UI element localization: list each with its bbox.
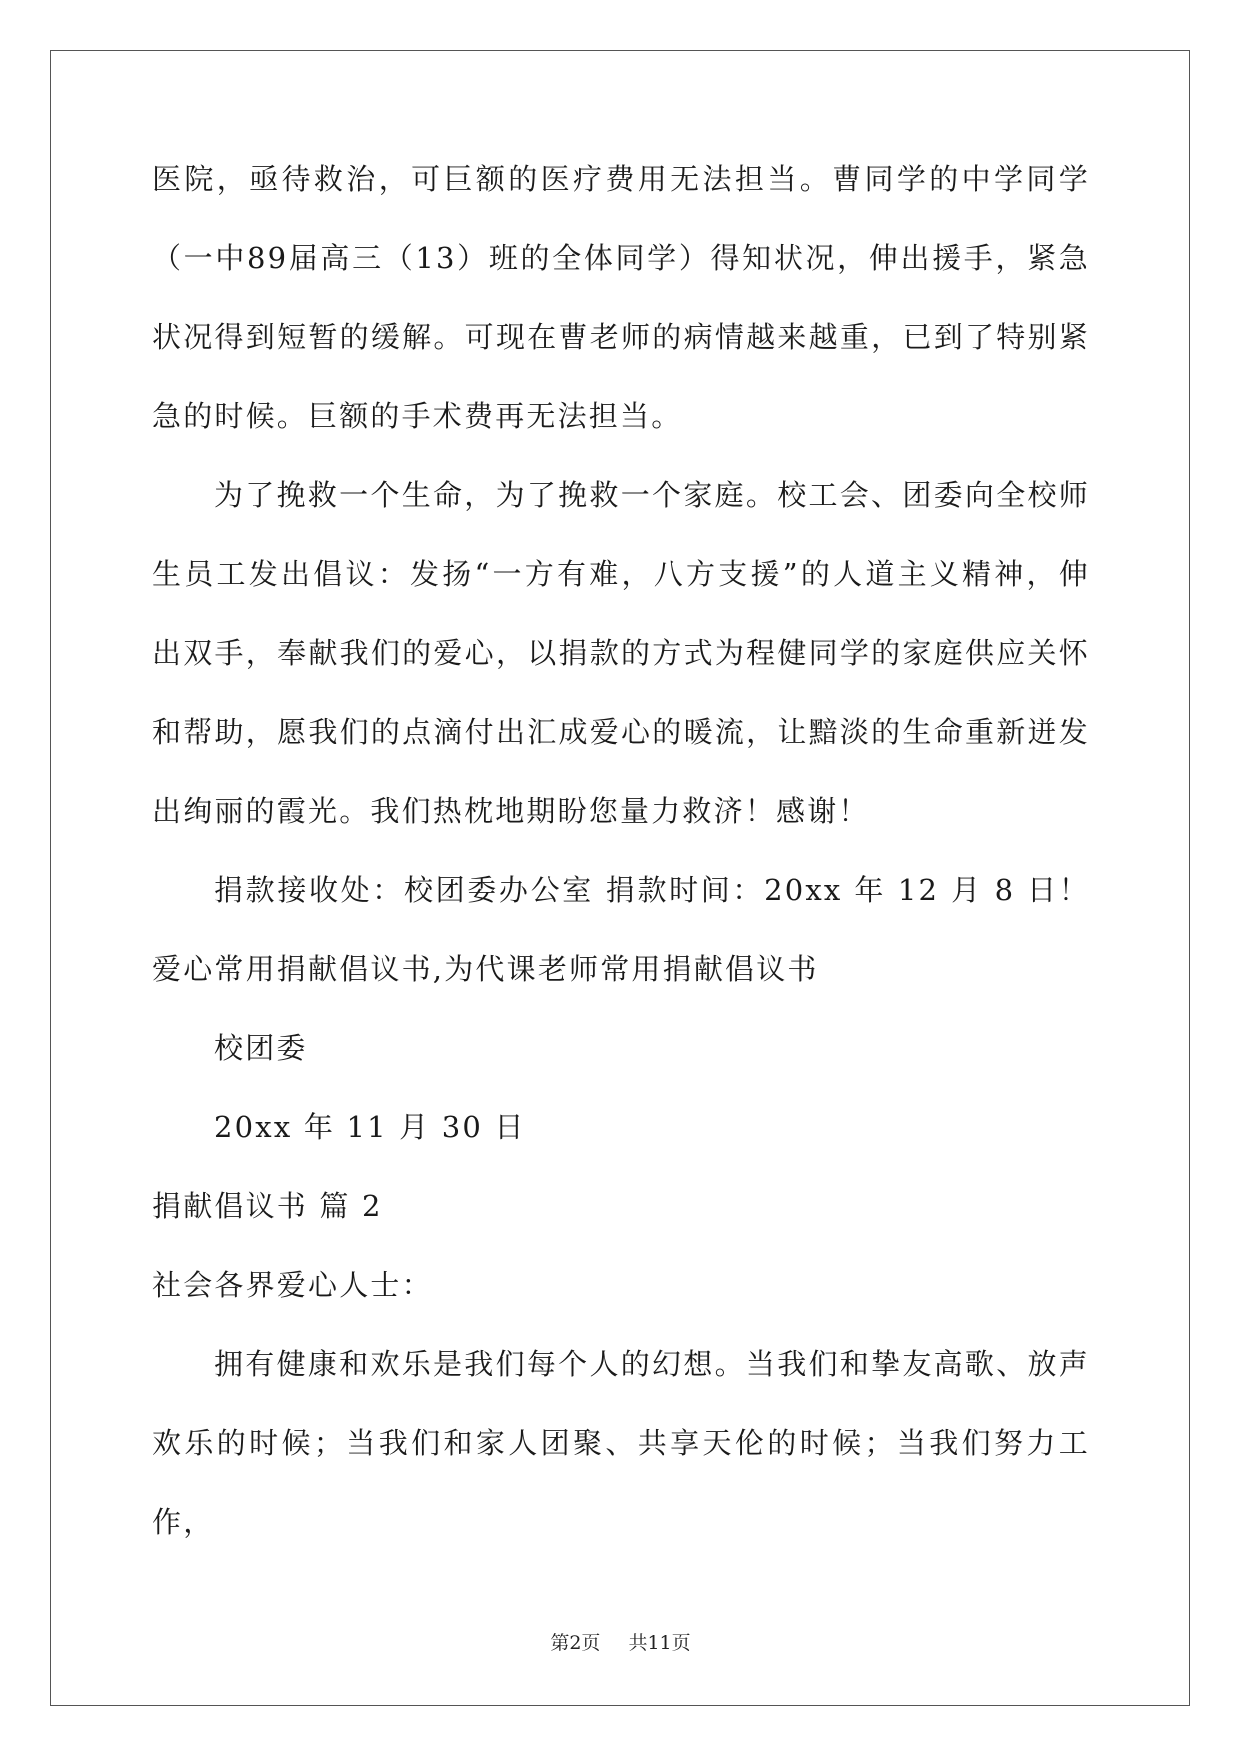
signature-org: 校团委: [214, 1031, 308, 1065]
page-footer: [0, 1628, 1241, 1655]
paragraph: 拥有健康和欢乐是我们每个人的幻想。当我们和挚友高歌、放声欢乐的时候；当我们和家人团聚、共享天伦的时候；当我们努力工作，: [152, 1347, 1090, 1539]
paragraph: 为了挽救一个生命，为了挽救一个家庭。校工会、团委向全校师生员工发出倡议：发扬“一方有难，八方支援”的人道主义精神，伸出双手，奉献我们的爱心，以捐款的方式为程健同学的家庭供应关怀和帮助，愿我们的点滴付出汇成爱心的暖流，让黯淡的生命重新迸发出绚丽的霞光。我们热枕地期盼您量力救济！感谢！: [152, 478, 1090, 828]
salutation: 社会各界爱心人士：: [152, 1268, 433, 1302]
paragraph: 捐款接收处：校团委办公室 捐款时间：20xx 年 12 月 8 日！爱心常用捐献倡议书,为代课老师常用捐献倡议书: [152, 873, 1090, 986]
paragraph: 医院，亟待救治，可巨额的医疗费用无法担当。曹同学的中学同学（一中89届高三（13）班的全体同学）得知状况，伸出援手，紧急状况得到短暂的缓解。可现在曹老师的病情越来越重，已到了特别紧急的时候。巨额的手术费再无法担当。: [152, 162, 1090, 433]
page-number: 第2页: [550, 1632, 601, 1654]
document-body: [152, 140, 1090, 1562]
section-heading: 捐献倡议书 篇 2: [152, 1189, 383, 1223]
page-total: 共11页: [628, 1632, 691, 1654]
signature-date: 20xx 年 11 月 30 日: [214, 1110, 526, 1144]
